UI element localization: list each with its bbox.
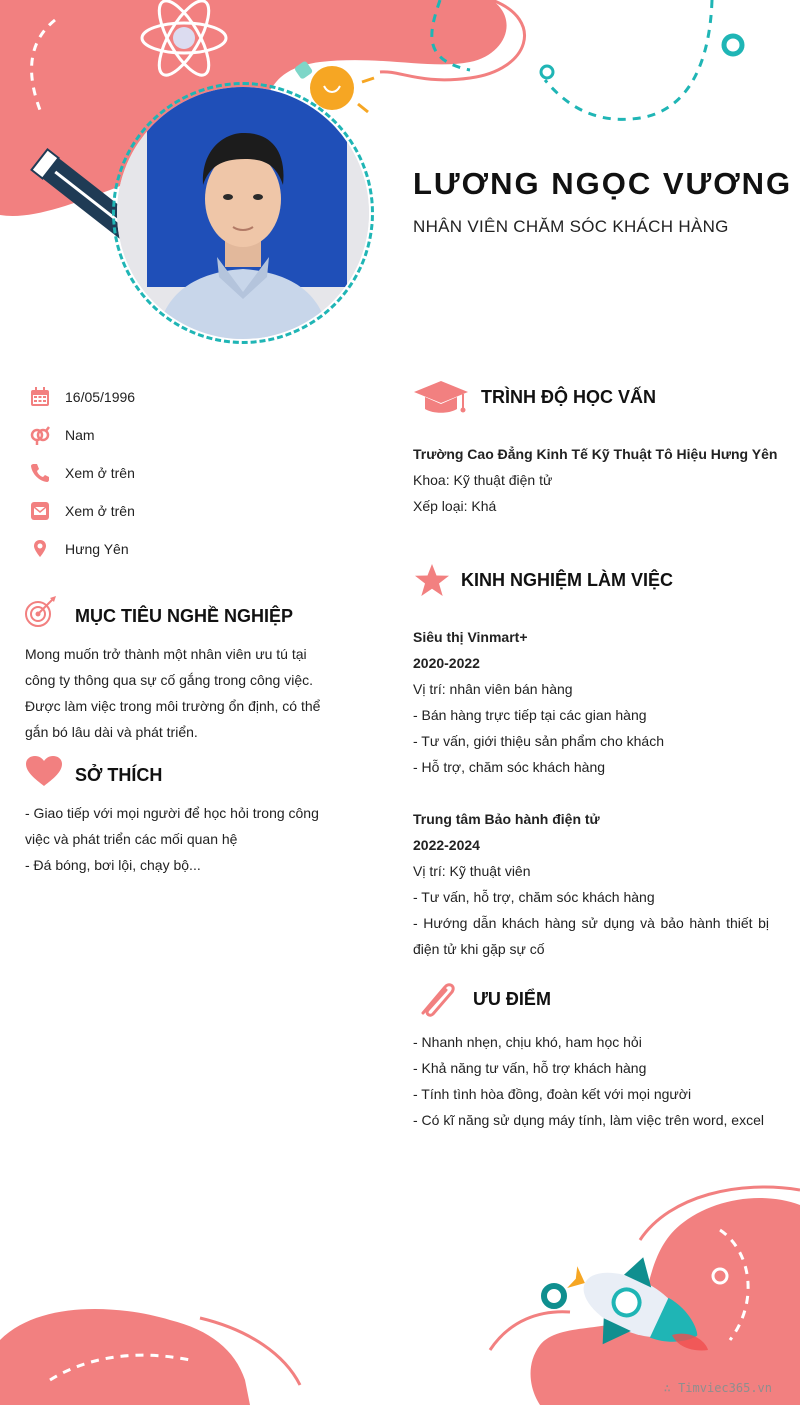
watermark-text: Timviec365.vn [678,1381,772,1395]
education-faculty: Khoa: Kỹ thuật điện tử [413,472,553,488]
calendar-icon [30,387,50,407]
strength-item: - Có kĩ năng sử dụng máy tính, làm việc trên word, excel [413,1112,764,1128]
contact-email [30,499,135,523]
hobbies-text [25,800,319,878]
profile-photo-image [117,87,369,339]
contact-birthdate [30,385,135,409]
paperclip-icon [415,979,459,1019]
watermark [664,1381,772,1395]
job-position: Vị trí: Kỹ thuật viên [413,863,531,879]
strengths-title: ƯU ĐIỂM [473,989,551,1009]
location-text: Hưng Yên [65,541,129,557]
job-duty: - Tư vấn, giới thiệu sản phẩm cho khách [413,733,664,749]
job-company: Siêu thị Vinmart+ [413,629,528,645]
objective-title: MỤC TIÊU NGHỀ NGHIỆP [75,606,294,626]
strength-item: - Tính tình hòa đồng, đoàn kết với mọi người [413,1086,692,1102]
objective-line: gắn bó lâu dài và phát triển. [25,724,198,740]
gender-text: Nam [65,427,95,443]
star-icon [414,563,450,597]
objective-line: Mong muốn trở thành một nhân viên ưu tú tại [25,646,307,662]
objective-line: Được làm việc trong môi trường ổn định, có thể [25,698,321,714]
education-rank: Xếp loại: Khá [413,498,497,514]
job-period: 2020-2022 [413,655,480,671]
heart-icon [25,755,63,787]
birthdate-text: 16/05/1996 [65,389,136,405]
education-school: Trường Cao Đẳng Kinh Tế Kỹ Thuật Tô Hiệu Hưng Yên [413,446,778,462]
profile-photo [117,87,369,339]
job-position: Vị trí: nhân viên bán hàng [413,681,573,697]
contact-gender [30,423,95,447]
hobby-line: việc và phát triển các mối quan hệ [25,831,238,847]
job-period: 2022-2024 [413,837,480,853]
objective-text [25,641,320,745]
gender-icon [30,425,50,445]
job-entry [413,806,769,962]
target-icon [24,596,58,630]
job-duty: - Hướng dẫn khách hàng sử dụng và bảo hành thiết bị điện tử khi gặp sự cố [413,915,769,957]
experience-title: KINH NGHIỆM LÀM VIỆC [461,570,674,590]
job-duty: - Bán hàng trực tiếp tại các gian hàng [413,707,647,723]
job-entry [413,624,769,780]
contact-location [30,537,129,561]
job-duty: - Hỗ trợ, chăm sóc khách hàng [413,759,606,775]
email-text: Xem ở trên [65,503,135,519]
job-duty: - Tư vấn, hỗ trợ, chăm sóc khách hàng [413,889,655,905]
phone-text: Xem ở trên [65,465,135,481]
education-title: TRÌNH ĐỘ HỌC VẤN [481,387,656,407]
hobbies-title: SỞ THÍCH [75,765,163,785]
email-icon [30,501,50,521]
objective-line: công ty thông qua sự cố gắng trong công việc. [25,672,314,688]
strength-item: - Nhanh nhẹn, chịu khó, ham học hỏi [413,1034,642,1050]
hobby-line: - Đá bóng, bơi lội, chạy bộ... [25,857,201,873]
graduation-cap-icon [413,379,469,415]
phone-icon [30,463,50,483]
job-company: Trung tâm Bảo hành điện tử [413,811,600,827]
hobby-line: - Giao tiếp với mọi người để học hỏi trong công [25,805,319,821]
candidate-name: LƯƠNG NGỌC VƯƠNG [413,166,793,201]
education-details [413,441,777,519]
strength-item: - Khả năng tư vấn, hỗ trợ khách hàng [413,1060,647,1076]
strengths-list [413,1029,764,1133]
candidate-role: NHÂN VIÊN CHĂM SÓC KHÁCH HÀNG [413,217,729,236]
contact-phone [30,461,135,485]
location-pin-icon [30,539,50,559]
watermark-dots-icon: ∴ [663,1381,679,1395]
